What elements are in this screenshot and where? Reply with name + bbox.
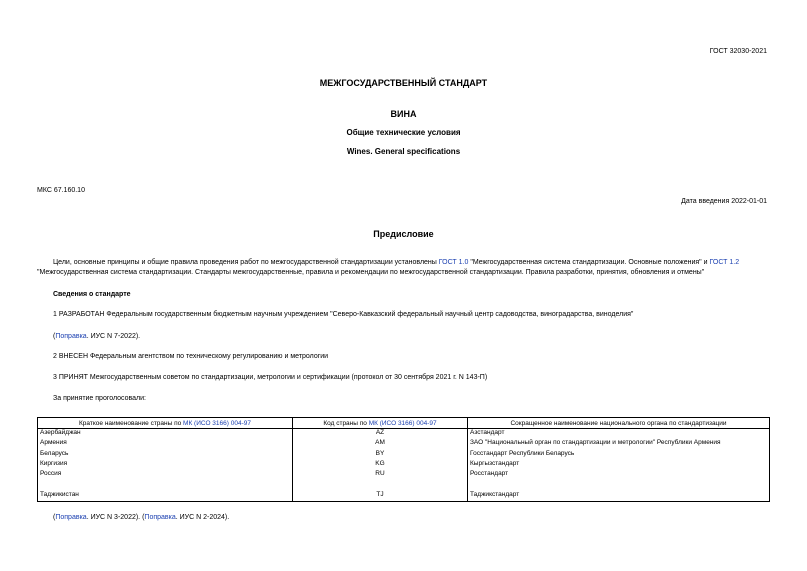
amendment-note-1 — [53, 333, 140, 340]
amend2-open: ( — [53, 514, 56, 521]
amendment-link[interactable]: Поправка — [144, 514, 176, 521]
code-cell: RU — [293, 470, 468, 480]
item-developed: 1 РАЗРАБОТАН Федеральным государственным бюджетным научным учреждением "Северо-Кавказский федеральный научный центр садоводства, виноградарства, виноделия" — [53, 311, 634, 318]
intro-text-2: "Межгосударственная система стандартизации. Основные положения" и — [468, 259, 710, 266]
spacer-cell — [468, 480, 770, 490]
amendment-note-2 — [53, 514, 229, 521]
amendment-link[interactable]: Поправка — [55, 514, 87, 521]
mk-iso-link[interactable]: МК (ИСО 3166) 004-97 — [368, 419, 437, 427]
body-cell: Росстандарт — [470, 470, 509, 478]
h1-text: Краткое наименование страны по — [79, 419, 184, 427]
item-adopted: 3 ПРИНЯТ Межгосударственным советом по стандартизации, метрологии и сертификации (протокол от 30 сентября 2021 г. N 143-П) — [53, 374, 488, 381]
table-row — [38, 491, 770, 502]
country-cell: Россия — [38, 470, 293, 480]
amend1-open: ( — [53, 333, 56, 340]
document-code: ГОСТ 32030-2021 — [709, 48, 767, 55]
country-cell: Армения — [38, 439, 293, 449]
country-cell: Таджикистан — [38, 491, 293, 502]
intro-paragraph — [37, 258, 772, 277]
voting-countries-table — [37, 417, 770, 502]
country-cell: Киргизия — [38, 460, 293, 470]
subtitle-english: Wines. General specifications — [346, 147, 461, 156]
column-header-country — [38, 418, 293, 429]
amendment-link[interactable]: Поправка — [55, 333, 87, 340]
table-row — [38, 450, 770, 460]
mks-code: МКС 67.160.10 — [37, 187, 85, 194]
h2-text: Код страны по — [323, 419, 369, 427]
table-row — [38, 460, 770, 470]
country-cell: Азербайджан — [38, 429, 293, 440]
table-row — [38, 470, 770, 480]
standard-type-heading: МЕЖГОСУДАРСТВЕННЫЙ СТАНДАРТ — [319, 78, 488, 88]
foreword-heading: Предисловие — [373, 229, 434, 239]
intro-text-3: "Межгосударственная система стандартизации. Стандарты межгосударственные, правила и рекомендации по межгосударственной стандартизации. Правила разработки, принятия, обновления и отмены" — [37, 268, 705, 276]
body-cell: Госстандарт Республики Беларусь — [470, 449, 575, 457]
item-introduced: 2 ВНЕСЕН Федеральным агентством по техническому регулированию и метрологии — [53, 353, 329, 360]
code-cell: TJ — [293, 491, 468, 502]
country-cell: Беларусь — [38, 450, 293, 460]
table-row — [38, 439, 770, 449]
amend2-rest: . ИУС N 2-2024). — [175, 514, 230, 521]
column-header-code — [293, 418, 468, 429]
code-cell: KG — [293, 460, 468, 470]
gost-1-0-link[interactable]: ГОСТ 1.0 — [438, 259, 469, 266]
spacer-cell — [38, 480, 293, 490]
subtitle-russian: Общие технические условия — [346, 128, 461, 137]
standard-info-heading: Сведения о стандарте — [53, 291, 131, 298]
body-cell: Таджикстандарт — [470, 490, 520, 498]
table-row — [38, 429, 770, 440]
code-cell: AZ — [293, 429, 468, 440]
spacer-cell — [293, 480, 468, 490]
document-title: ВИНА — [390, 109, 417, 119]
column-header-body: Сокращенное наименование национального органа по стандартизации — [468, 418, 770, 429]
voted-label: За принятие проголосовали: — [53, 395, 146, 402]
body-cell: Азстандарт — [470, 429, 505, 436]
amend2-mid: . ИУС N 3-2022). ( — [86, 514, 145, 521]
mk-iso-link[interactable]: МК (ИСО 3166) 004-97 — [183, 419, 251, 427]
table-spacer-row — [38, 480, 770, 490]
gost-1-2-link[interactable]: ГОСТ 1.2 — [709, 259, 740, 266]
intro-text-1: Цели, основные принципы и общие правила проведения работ по межгосударственной стандартизации установлены — [53, 259, 439, 266]
amend1-rest: . ИУС N 7-2022). — [86, 333, 141, 340]
body-cell: ЗАО "Национальный орган по стандартизации и метрологии" Республики Армения — [470, 439, 721, 447]
introduction-date: Дата введения 2022-01-01 — [681, 198, 767, 205]
body-cell: Кыргызстандарт — [470, 459, 520, 467]
code-cell: BY — [293, 450, 468, 460]
code-cell: AM — [293, 439, 468, 449]
